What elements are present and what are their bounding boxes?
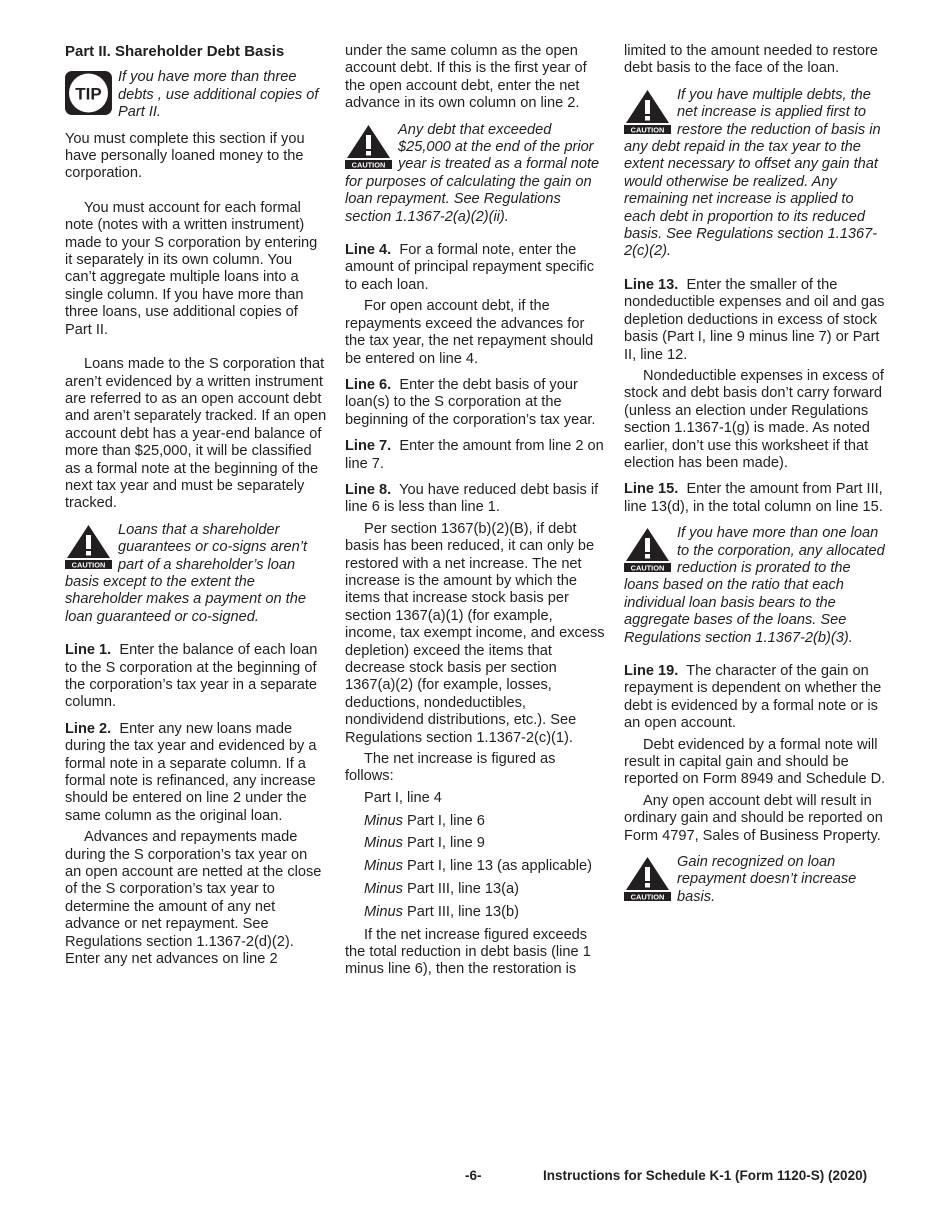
section-heading: Part II. Shareholder Debt Basis [65,43,285,60]
caution-callout [65,522,327,626]
minus-word: Minus [364,812,403,829]
paragraph: You must complete this section if you have personally loaned money to the corporation. [65,130,305,182]
caution-text: Loans that a shareholder guarantees or co-signs aren’t part of a shareholder’s loan basis except to the extent the shareholder makes a payment on the loan guaranteed or co-signed. [65,521,308,625]
line-1-label: Line 1. [65,642,112,659]
paragraph: For open account debt, if the repayments exceed the advances for the tax year, the net repayment should be entered on line 4. [345,298,594,367]
line-6-text: Enter the debt basis of your loan(s) to the S corporation at the beginning of the corporation’s tax year. [345,376,596,428]
line-15-text: Enter the amount from Part III, line 13(d), in the total column on line 15. [624,481,883,515]
tip-callout [65,69,327,121]
formula-line-text: Part I, line 9 [407,835,485,852]
caution-icon [345,124,392,169]
column-3 [624,43,886,906]
line-1-paragraph [65,642,327,712]
column-1 [65,43,327,969]
caution-icon-label: CAUTION [630,125,665,134]
paragraph: Nondeductible expenses in excess of stock and debt basis don’t carry forward (unless an election under Regulations section 1.1367-1(g) is made. As noted earlier, don’t use this worksheet if that election has been made). [624,367,884,471]
formula-line [364,790,607,807]
formula-line-text: Part I, line 6 [407,812,485,829]
formula-line [364,835,607,852]
tip-icon-label: TIP [75,84,102,104]
minus-word: Minus [364,858,403,875]
line-8-paragraph [345,482,607,517]
caution-text: Gain recognized on loan repayment doesn’t increase basis. [677,854,857,905]
line-15-paragraph [624,481,886,516]
line-13-text: Enter the smaller of the nondeductible expenses and oil and gas depletion deductions in excess of stock basis (Part I, line 9 minus line 7) or Part II, line 12. [624,276,885,363]
formula-line-text: Part III, line 13(a) [407,881,519,898]
line-13-paragraph [624,277,886,364]
tip-icon [65,71,112,115]
caution-callout [624,854,886,906]
line-13-label: Line 13. [624,276,679,293]
caution-icon [65,524,112,569]
line-4-text: For a formal note, enter the amount of principal repayment specific to each loan. [345,242,595,293]
paragraph: Per section 1367(b)(2)(B), if debt basis has been reduced, it can only be restored with a net increase. The net increase is the amount by which the items that increase stock basis per section 1367(a)(1) (for example, income, tax exempt income, and excess depletion) exceed the items that decrease stock basis per section 1367(a)(2) (for example, losses, deductions, nondeductibles, nondividend distributions, etc.). See Regulations section 1.1367-2(c)(1). [345,520,605,746]
caution-callout [624,525,886,647]
caution-icon-label: CAUTION [351,160,386,169]
paragraph: Advances and repayments made during the S corporation’s tax year on an open account are netted at the close of the S corporation’s tax year to determine the amount of any net advance or net repayment. See Regulations section 1.1367-2(d)(2). Enter any net advances on line 2 [65,829,322,968]
minus-word: Minus [364,835,403,852]
line-2-text: Enter any new loans made during the tax year and evidenced by a formal note in a separate column. If a formal note is refinanced, any increase should be entered on line 2 under the same column as the original loan. [65,720,317,824]
caution-callout [345,122,607,226]
caution-text: If you have multiple debts, the net increase is applied first to restore the reduction of basis in any debt repaid in the tax year to the extent necessary to offset any gain that would otherwise be realized. Any remaining net increase is applied to each debt in proportion to its reduced basis. See Regulations section 1.1367-2(c)(2). [624,86,881,260]
line-8-text: You have reduced debt basis if line 6 is less than line 1. [345,481,599,516]
paragraph: Loans made to the S corporation that aren’t evidenced by a written instrument are referred to as an open account debt and aren’t separately tracked. If an open account debt has a year-end balance of more than $25,000, it will be classified as a formal note at the beginning of the next tax year and must be separately tracked. [65,356,327,512]
line-2-paragraph [65,721,327,825]
minus-word: Minus [364,903,403,920]
line-15-label: Line 15. [624,481,679,498]
line-6-label: Line 6. [345,376,392,393]
paragraph: Any open account debt will result in ordinary gain and should be reported on Form 4797, Sales of Business Property. [624,792,883,844]
line-4-label: Line 4. [345,242,392,259]
caution-callout [624,87,886,261]
line-19-text: The character of the gain on repayment is dependent on whether the debt is evidenced by a formal note or is an open account. [624,663,882,732]
net-increase-formula [345,790,607,921]
caution-icon-label: CAUTION [71,560,106,569]
tip-text: If you have more than three debts , use additional copies of Part II. [118,69,319,121]
column-2 [345,43,607,979]
line-7-paragraph [345,438,607,473]
line-2-label: Line 2. [65,720,112,737]
caution-icon-label: CAUTION [630,563,665,573]
paragraph: If the net increase figured exceeds the total reduction in debt basis (line 1 minus line 6), then the restoration is [345,926,591,978]
caution-text: Any debt that exceeded $25,000 at the end of the prior year is treated as a formal note for purposes of calculating the gain on loan repayment. See Regulations section 1.1367-2(a)(2)(ii). [345,121,600,225]
line-4-paragraph [345,242,607,294]
paragraph: limited to the amount needed to restore debt basis to the face of the loan. [624,43,878,77]
formula-line-text: Part I, line 13 (as applicable) [407,858,592,875]
formula-line [364,904,607,921]
formula-line-text: Part III, line 13(b) [407,903,519,920]
line-1-text: Enter the balance of each loan to the S corporation at the beginning of the corporation’s tax year in a separate column. [65,642,318,711]
line-7-text: Enter the amount from line 2 on line 7. [345,438,604,472]
paragraph: Debt evidenced by a formal note will result in capital gain and should be reported on Form 8949 and Schedule D. [624,736,886,788]
paragraph: The net increase is figured as follows: [345,751,556,785]
page-number: -6- [465,1168,482,1183]
caution-text: If you have more than one loan to the corporation, any allocated reduction is prorated to the loans based on the ratio that each individual loan basis bears to the aggregate bases of the loans. See Regulations section 1.1367-2(b)(3). [624,525,885,646]
document-title: Instructions for Schedule K-1 (Form 1120-S) (2020) [543,1168,868,1183]
line-8-label: Line 8. [345,481,392,498]
caution-icon-label: CAUTION [630,892,665,902]
caution-icon [624,89,671,134]
minus-word: Minus [364,881,403,898]
line-19-label: Line 19. [624,663,679,679]
formula-line [364,881,607,898]
line-19-paragraph [624,663,886,733]
line-7-label: Line 7. [345,438,392,455]
paragraph: You must account for each formal note (notes with a written instrument) made to your S corporation by entering it separately in its own column. You can’t aggregate multiple loans into a single column. If you have more than three loans, use additional copies of Part II. [65,199,318,338]
formula-line [364,858,607,875]
caution-icon [624,527,671,572]
formula-line-text: Part I, line 4 [364,789,442,806]
paragraph: under the same column as the open account debt. If this is the first year of the open account debt, enter the net advance in its own column on line 2. [345,43,587,112]
formula-line [364,813,607,830]
line-6-paragraph [345,377,607,429]
caution-icon [624,856,671,901]
